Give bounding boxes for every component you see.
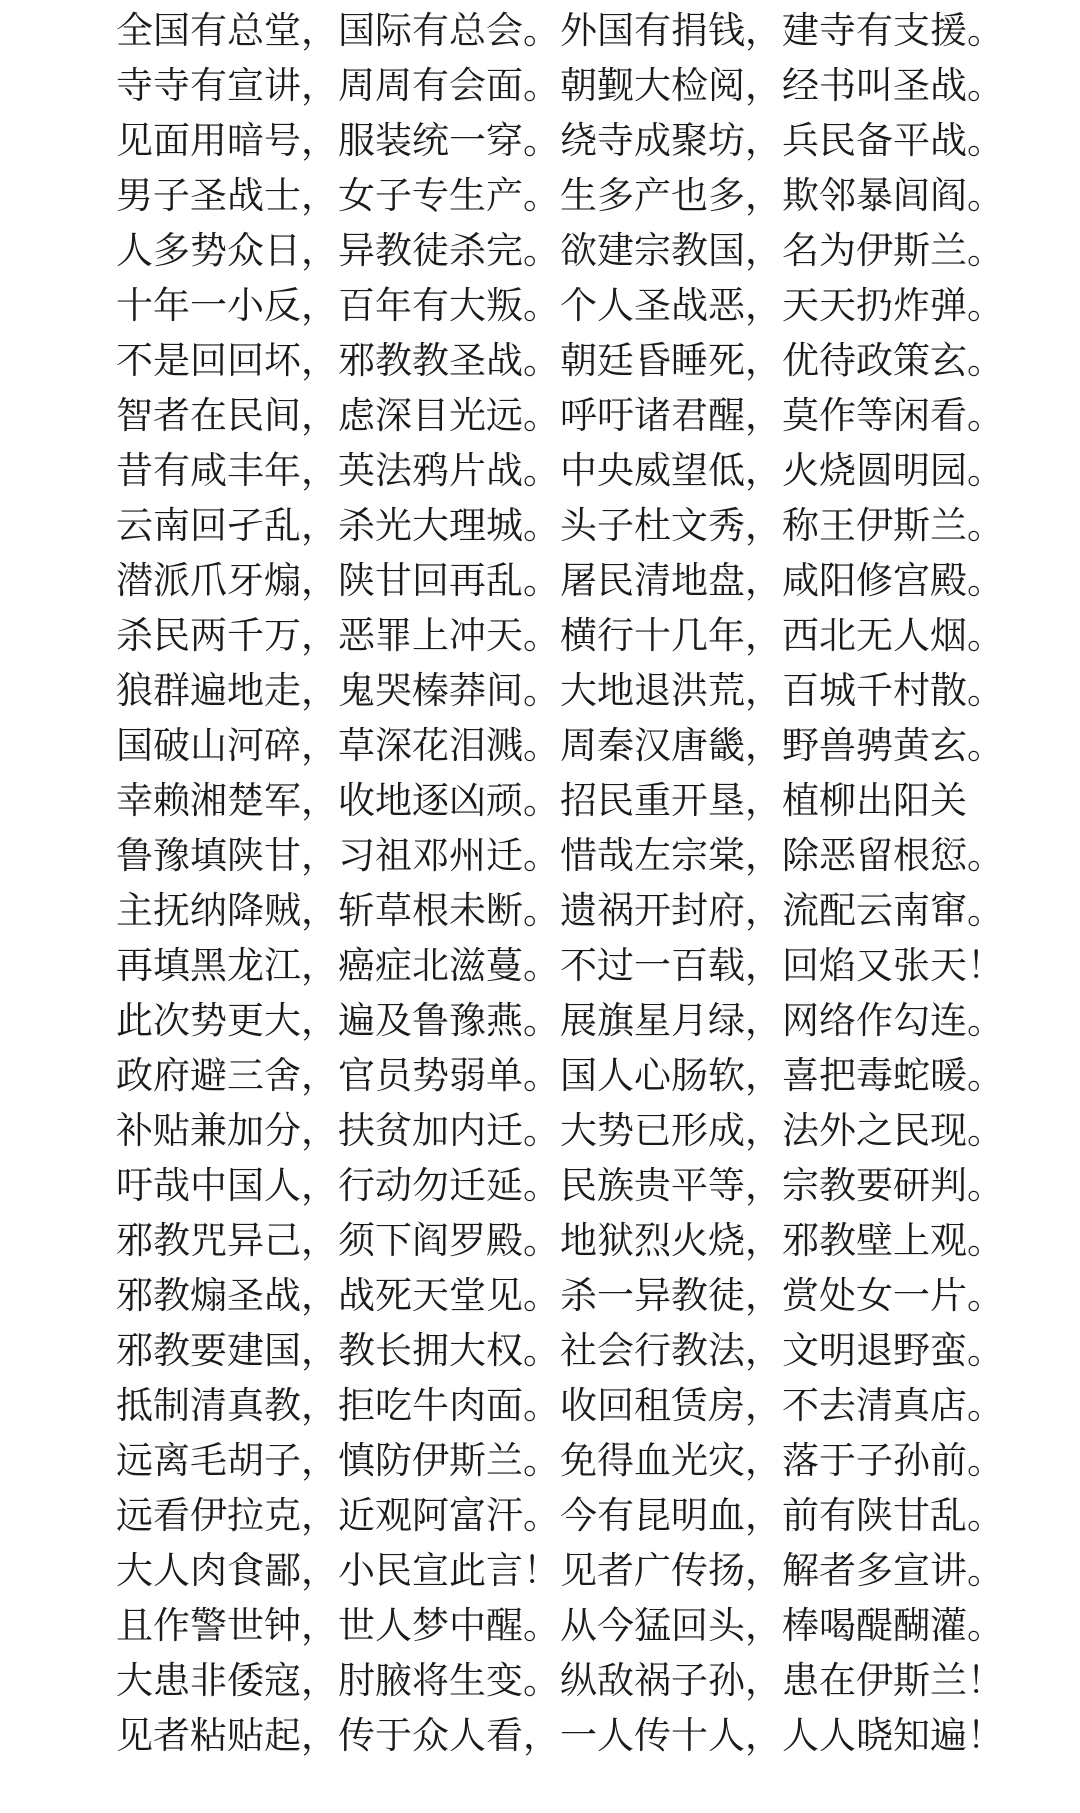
poem-line-3: 见面用暗号，服装统一穿。绕寺成聚坊，兵民备平战。 <box>116 119 1004 162</box>
poem-line-22: 吁哉中国人，行动勿迁延。民族贵平等，宗教要研判。 <box>116 1164 1004 1207</box>
poem-line-26: 抵制清真教，拒吃牛肉面。收回租赁房，不去清真店。 <box>116 1384 1004 1427</box>
poem-text <box>116 0 1016 1763</box>
poem-line-16: 鲁豫填陕甘，习祖邓州迁。惜哉左宗棠，除恶留根愆。 <box>116 834 1004 877</box>
poem-line-18: 再填黑龙江，癌症北滋蔓。不过一百载，回焰又张天！ <box>116 944 1004 987</box>
poem-line-12: 杀民两千万，恶罪上冲天。横行十几年，西北无人烟。 <box>116 614 1004 657</box>
poem-line-19: 此次势更大，遍及鲁豫燕。展旗星月绿，网络作勾连。 <box>116 999 1004 1042</box>
poem-line-10: 云南回孑乱，杀光大理城。头子杜文秀，称王伊斯兰。 <box>116 504 1004 547</box>
poem-line-13: 狼群遍地走，鬼哭榛莽间。大地退洪荒，百城千村散。 <box>116 669 1004 712</box>
poem-line-9: 昔有咸丰年，英法鸦片战。中央威望低，火烧圆明园。 <box>116 449 1004 492</box>
poem-line-20: 政府避三舍，官员势弱单。国人心肠软，喜把毒蛇暖。 <box>116 1054 1004 1097</box>
poem-line-23: 邪教咒异己，须下阎罗殿。地狱烈火烧，邪教壁上观。 <box>116 1219 1004 1262</box>
poem-line-21: 补贴兼加分，扶贫加内迁。大势已形成，法外之民现。 <box>116 1109 1004 1152</box>
poem-line-2: 寺寺有宣讲，周周有会面。朝觐大检阅，经书叫圣战。 <box>116 64 1004 107</box>
poem-line-27: 远离毛胡子，慎防伊斯兰。免得血光灾，落于子孙前。 <box>116 1439 1004 1482</box>
poem-line-11: 潜派爪牙煽，陕甘回再乱。屠民清地盘，咸阳修宫殿。 <box>116 559 1004 602</box>
poem-line-17: 主抚纳降贼，斩草根未断。遗祸开封府，流配云南窜。 <box>116 889 1004 932</box>
poem-line-7: 不是回回坏，邪教教圣战。朝廷昏睡死，优待政策玄。 <box>116 339 1004 382</box>
poem-line-8: 智者在民间，虑深目光远。呼吁诸君醒，莫作等闲看。 <box>116 394 1004 437</box>
poem-line-25: 邪教要建国，教长拥大权。社会行教法，文明退野蛮。 <box>116 1329 1004 1372</box>
poem-line-6: 十年一小反，百年有大叛。个人圣战恶，天天扔炸弹。 <box>116 284 1004 327</box>
poem-line-28: 远看伊拉克，近观阿富汗。今有昆明血，前有陕甘乱。 <box>116 1494 1004 1537</box>
poem-line-4: 男子圣战士，女子专生产。生多产也多，欺邻暴闾阎。 <box>116 174 1004 217</box>
poem-line-14: 国破山河碎，草深花泪溅。周秦汉唐畿，野兽骋黄玄。 <box>116 724 1004 767</box>
poem-line-30: 且作警世钟，世人梦中醒。从今猛回头，棒喝醍醐灌。 <box>116 1604 1004 1647</box>
poem-line-5: 人多势众日，异教徒杀完。欲建宗教国，名为伊斯兰。 <box>116 229 1004 272</box>
poem-line-31: 大患非倭寇，肘腋将生变。纵敌祸子孙，患在伊斯兰！ <box>116 1659 1004 1702</box>
poem-line-32: 见者粘贴起，传于众人看，一人传十人，人人晓知遍！ <box>116 1714 1004 1757</box>
poem-line-1: 全国有总堂，国际有总会。外国有捐钱，建寺有支援。 <box>116 9 1004 52</box>
poem-line-29: 大人肉食鄙，小民宣此言！见者广传扬，解者多宣讲。 <box>116 1549 1004 1592</box>
poem-line-24: 邪教煽圣战，战死天堂见。杀一异教徒，赏处女一片。 <box>116 1274 1004 1317</box>
poem-line-15: 幸赖湘楚军，收地逐凶顽。招民重开垦，植柳出阳关 <box>116 779 967 822</box>
